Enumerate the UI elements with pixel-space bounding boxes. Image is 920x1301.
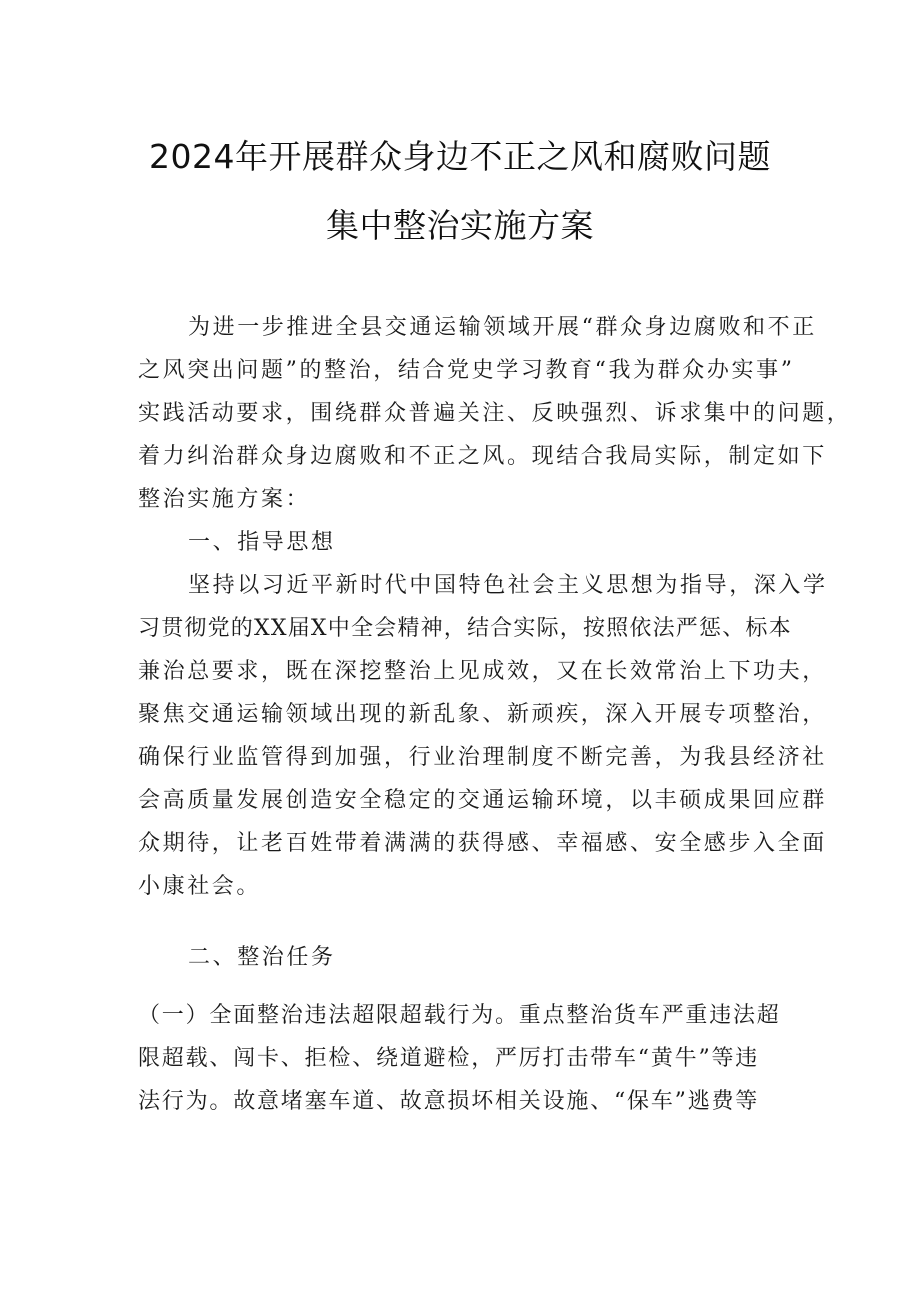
section2-line-2: 限超载、闯卡、拒检、绕道避检，严厉打击带车“黄牛”等违 <box>138 1046 760 1071</box>
section-heading-rectification-tasks: 二、整治任务 <box>188 945 336 970</box>
section1-line-3: 兼治总要求，既在深挖整治上见成效，又在长效常治上下功夫， <box>138 659 827 684</box>
intro-line-1: 为进一步推进全县交通运输领域开展“群众身边腐败和不正 <box>188 315 817 340</box>
section1-line-6: 会高质量发展创造安全稳定的交通运输环境，以丰硕成果回应群 <box>138 788 827 813</box>
intro-line-4: 着力纠治群众身边腐败和不正之风。现结合我局实际，制定如下 <box>138 444 827 469</box>
section1-line-2: 习贯彻党的XX届X中全会精神，结合实际，按照依法严惩、标本 <box>138 616 792 641</box>
document-title-line-1: 2024年开展群众身边不正之风和腐败问题 <box>149 137 771 176</box>
intro-line-2: 之风突出问题”的整治，结合党史学习教育“我为群众办实事” <box>138 358 795 383</box>
intro-line-3: 实践活动要求，围绕群众普遍关注、反映强烈、诉求集中的问题， <box>138 401 852 426</box>
document-title-line-2: 集中整治实施方案 <box>326 206 594 245</box>
section1-line-8: 小康社会。 <box>138 874 262 899</box>
section-heading-guiding-thought: 一、指导思想 <box>188 530 336 555</box>
section2-line-1: （一）全面整治违法超限超载行为。重点整治货车严重违法超 <box>138 1003 781 1028</box>
section1-line-4: 聚焦交通运输领域出现的新乱象、新顽疾，深入开展专项整治， <box>138 702 827 727</box>
intro-line-5: 整治实施方案： <box>138 487 311 512</box>
section2-line-3: 法行为。故意堵塞车道、故意损坏相关设施、“保车”逃费等 <box>138 1089 760 1114</box>
section1-line-1: 坚持以习近平新时代中国特色社会主义思想为指导，深入学 <box>188 573 828 598</box>
section1-line-5: 确保行业监管得到加强，行业治理制度不断完善，为我县经济社 <box>138 745 827 770</box>
section1-line-7: 众期待，让老百姓带着满满的获得感、幸福感、安全感步入全面 <box>138 831 827 856</box>
